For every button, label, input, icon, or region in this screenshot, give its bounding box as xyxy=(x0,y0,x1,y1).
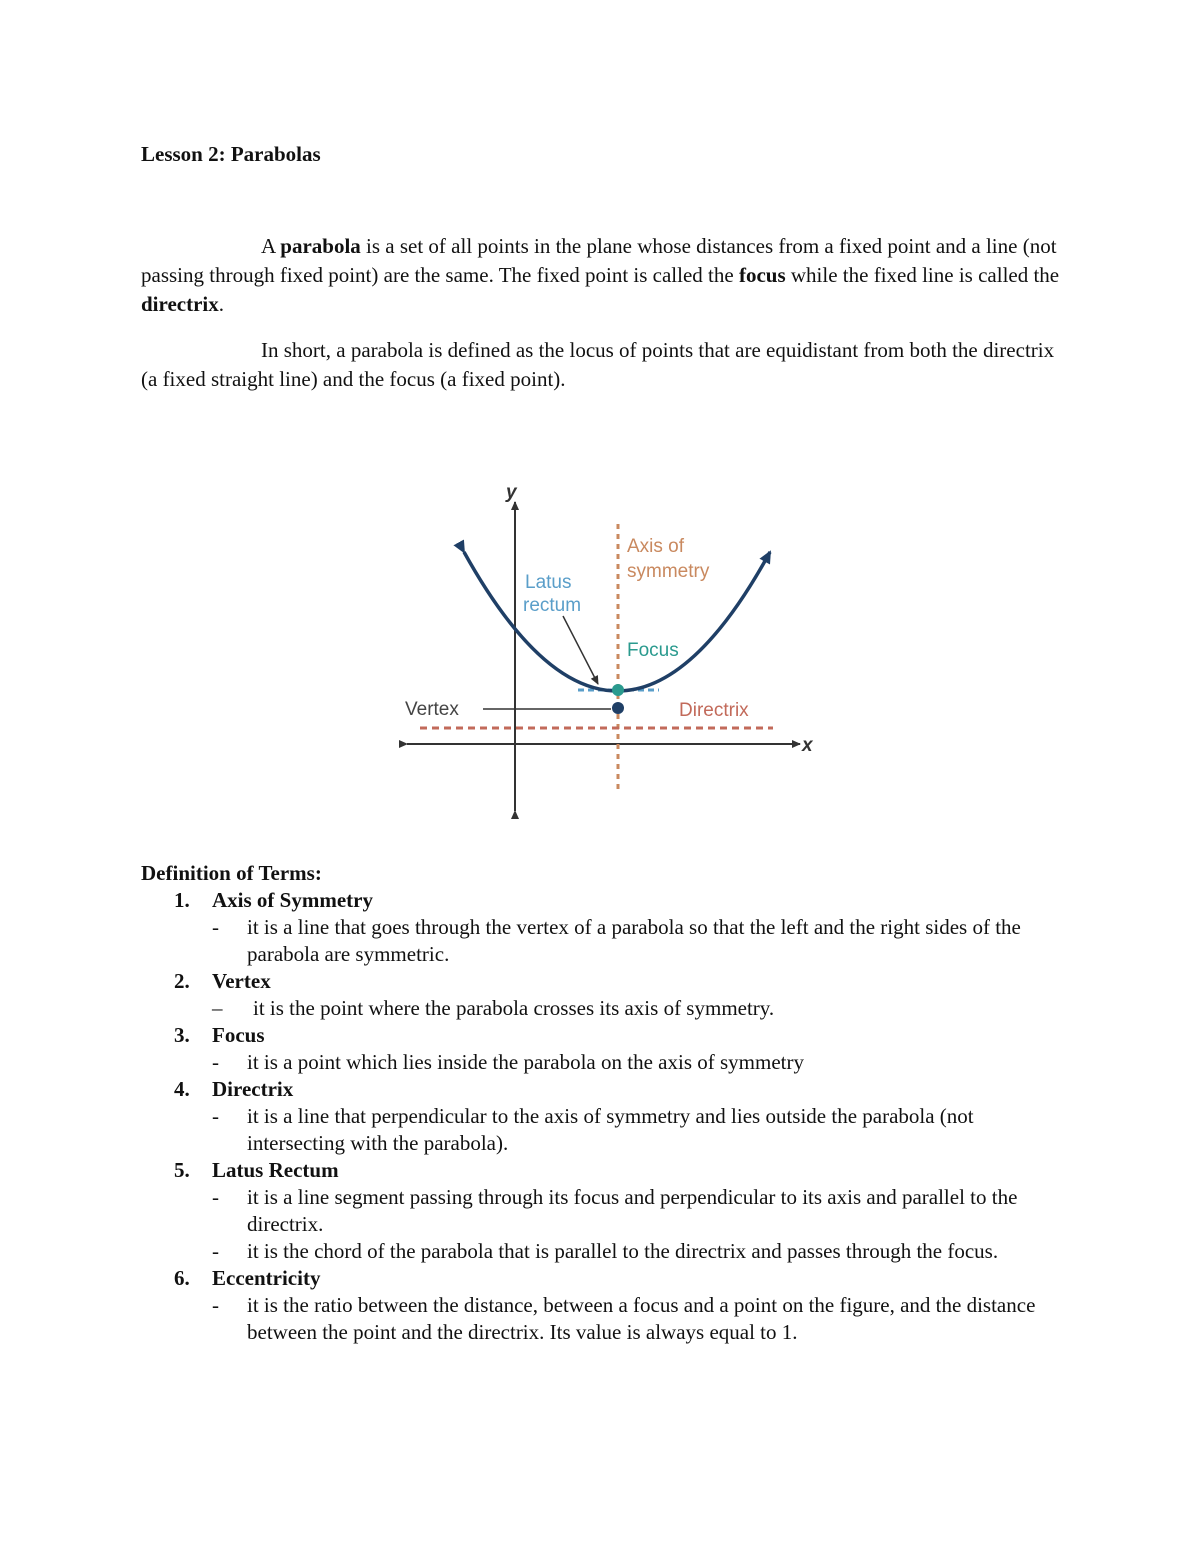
definition-text: it is a line that goes through the vertex of a parabola so that the left and the right sides of the parabola are symmetric. xyxy=(247,915,1021,966)
dash-marker: - xyxy=(212,1239,219,1263)
dash-marker: - xyxy=(212,1293,219,1317)
definition-item xyxy=(141,887,1071,968)
p1-end: . xyxy=(218,292,224,316)
term-heading xyxy=(141,1076,1071,1103)
dash-marker: - xyxy=(212,1050,219,1074)
term-heading xyxy=(141,1022,1071,1049)
latus-rectum-label-1: Latus xyxy=(525,572,572,593)
term-name: Vertex xyxy=(212,969,271,993)
term-heading xyxy=(141,1265,1071,1292)
dash-marker: - xyxy=(212,1185,219,1209)
focus-label: Focus xyxy=(627,640,679,661)
term-number: 6. xyxy=(174,1266,190,1290)
definition-item xyxy=(141,1265,1071,1346)
term-definition xyxy=(141,1292,1071,1346)
vertex-point xyxy=(612,702,624,714)
definition-text: it is a line that perpendicular to the axis of symmetry and lies outside the parabola (not intersecting with the parabola). xyxy=(247,1104,974,1155)
term-heading xyxy=(141,1157,1071,1184)
dash-marker: - xyxy=(212,1104,219,1128)
term-number: 4. xyxy=(174,1077,190,1101)
term-number: 5. xyxy=(174,1158,190,1182)
term-name: Latus Rectum xyxy=(212,1158,339,1182)
focus-point xyxy=(612,684,624,696)
term-name: Axis of Symmetry xyxy=(212,888,373,912)
definition-text: it is the point where the parabola crosses its axis of symmetry. xyxy=(253,996,775,1020)
term-definition xyxy=(141,1103,1071,1157)
vertex-label: Vertex xyxy=(405,699,459,720)
p1-middle: is a set of all points in the plane whose distances from a fixed point and a line (not passing through fixed point) are the same. The fixed point is called the xyxy=(141,234,1057,287)
axis-of-symmetry-label-2: symmetry xyxy=(627,561,710,582)
parabola-diagram xyxy=(395,476,840,821)
intro-paragraph-2 xyxy=(141,336,1066,394)
p1-between: while the fixed line is called the xyxy=(785,263,1060,287)
term-name: Directrix xyxy=(212,1077,294,1101)
definition-text: it is a line segment passing through its focus and perpendicular to its axis and parallel to the directrix. xyxy=(247,1185,1018,1236)
term-number: 2. xyxy=(174,969,190,993)
term-definition xyxy=(141,914,1071,968)
parabola-curve xyxy=(464,552,770,691)
term-definition xyxy=(141,1049,1071,1076)
axis-of-symmetry-label-1: Axis of xyxy=(627,536,685,557)
definition-item xyxy=(141,968,1071,1022)
term-definition xyxy=(141,1238,1071,1265)
term-number: 1. xyxy=(174,888,190,912)
x-axis-label: x xyxy=(802,735,813,756)
term-name: Eccentricity xyxy=(212,1266,321,1290)
definition-text: it is a point which lies inside the parabola on the axis of symmetry xyxy=(247,1050,804,1074)
p1-before: A xyxy=(261,234,281,258)
directrix-label: Directrix xyxy=(679,700,749,721)
latus-rectum-pointer xyxy=(563,616,598,684)
definition-item xyxy=(141,1022,1071,1076)
dash-marker: - xyxy=(212,915,219,939)
p2-text: In short, a parabola is defined as the locus of points that are equidistant from both the directrix (a fixed straight line) and the focus (a fixed point). xyxy=(141,338,1055,391)
lesson-title: Lesson 2: Parabolas xyxy=(141,142,321,166)
definition-text: it is the chord of the parabola that is parallel to the directrix and passes through the focus. xyxy=(247,1239,999,1263)
term-parabola: parabola xyxy=(280,234,361,258)
term-definition xyxy=(141,995,1071,1022)
definition-item xyxy=(141,1157,1071,1265)
term-number: 3. xyxy=(174,1023,190,1047)
term-focus: focus xyxy=(738,263,786,287)
y-axis-label: y xyxy=(506,482,517,503)
definitions-section xyxy=(141,860,1071,1346)
intro-paragraph-1 xyxy=(141,232,1066,319)
definitions-heading: Definition of Terms: xyxy=(141,861,322,885)
term-definition xyxy=(141,1184,1071,1238)
term-directrix: directrix xyxy=(141,292,219,316)
definition-item xyxy=(141,1076,1071,1157)
term-heading xyxy=(141,887,1071,914)
term-heading xyxy=(141,968,1071,995)
definition-text: it is the ratio between the distance, between a focus and a point on the figure, and the distance between the point and the directrix. Its value is always equal to 1. xyxy=(247,1293,1036,1344)
term-name: Focus xyxy=(212,1023,265,1047)
latus-rectum-label-2: rectum xyxy=(523,595,582,616)
parabola-diagram-svg xyxy=(395,476,840,821)
dash-marker: – xyxy=(212,996,223,1020)
